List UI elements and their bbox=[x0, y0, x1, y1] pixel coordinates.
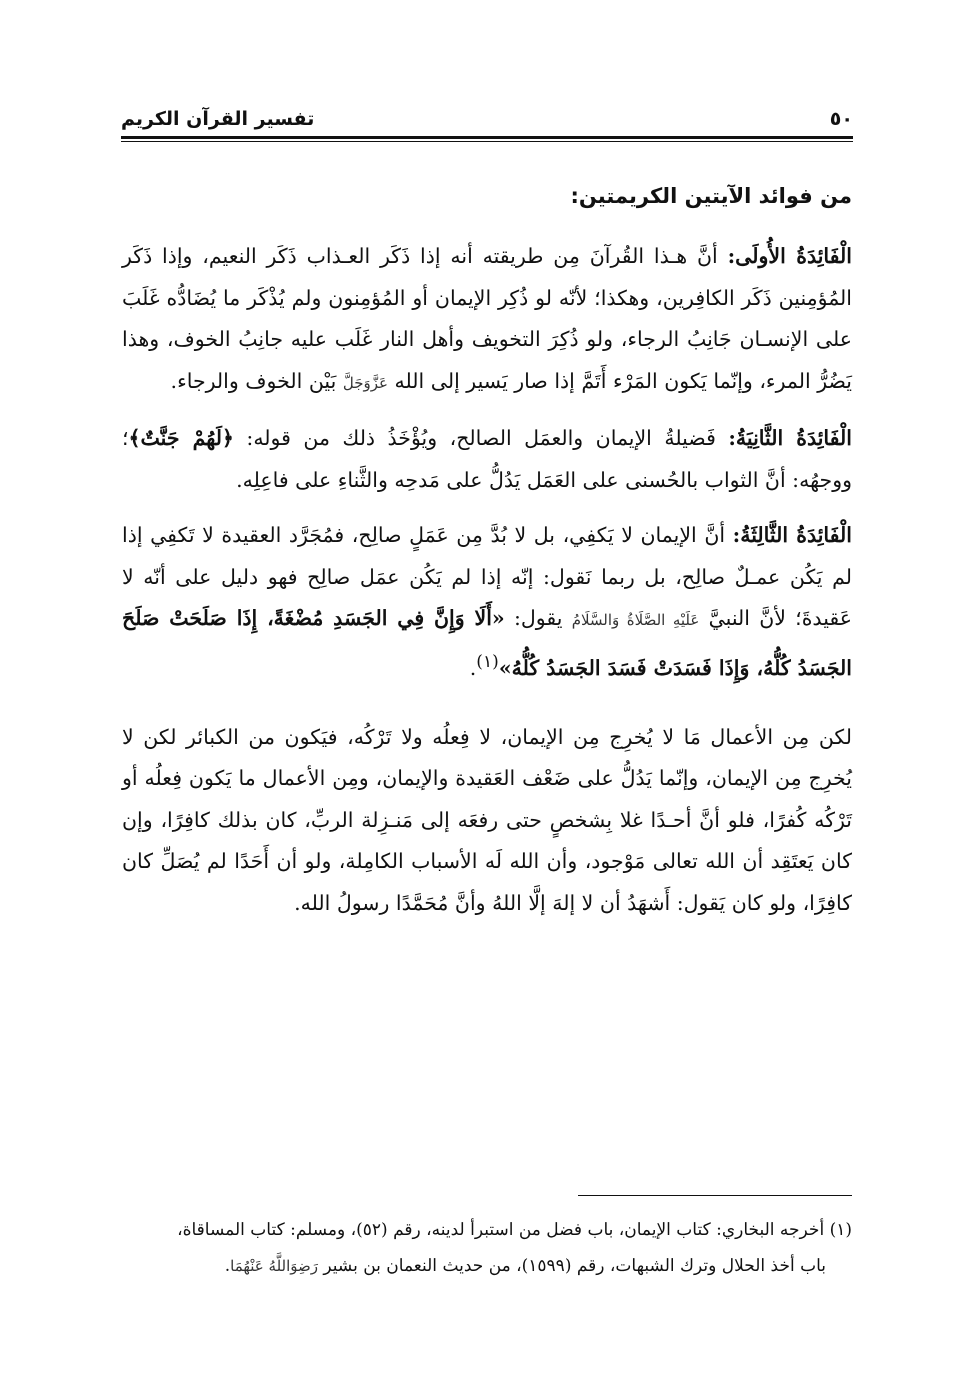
benefit-3-label: الْفَائِدَةُ الثَّالِثَةُ: bbox=[732, 523, 852, 547]
benefit-3-says: يقول: bbox=[513, 606, 563, 630]
paragraph-4-text: لكن مِن الأعمال مَا لا يُخرِج مِن الإيمان، لا فِعلُه ولا تَرْكُه، فيَكون من الكبائر لكن لا يُخرِج مِن الإيمان، وإنّما يَدُلُّ على ضَعْف العَقيدة والإيمان، ومِن الأعمال ما يَكون فِعلُه أو تَرْكُه كُفرًا، فلو أنَّ أحـدًا غلا بِشخصٍ حتى رفعَه إلى مَنـزِلة الربِّ، كان بذلك كافِرًا، وإن كان يَعتَقِد أن الله تعالى مَوْجود، وأن الله لَه الأسباب الكامِلة، ولو أن أَحَدًا لم يُصَلِّ كان كافِرًا، ولو كان يَقول: أَشهَدُ أن لا إلهَ إلَّا اللهُ وأنَّ مُحَمَّدًا رسولُ الله. bbox=[122, 724, 852, 915]
benefit-1-paragraph bbox=[122, 236, 852, 404]
footnotes bbox=[122, 1212, 852, 1284]
section-heading: من فوائد الآيتين الكريمتين: bbox=[570, 184, 852, 208]
footnote-text: أخرجه البخاري: كتاب الإيمان، باب فضل من استبرأ لدينه، رقم (٥٢)، ومسلم: كتاب المساقاة، bbox=[177, 1220, 825, 1240]
footnote-1-continuation bbox=[122, 1248, 852, 1284]
benefit-3-text-end: . bbox=[469, 655, 477, 680]
page-number: ٥٠ bbox=[829, 108, 853, 130]
benefit-2-label: الْفَائِدَةُ الثَّانِيَةُ: bbox=[728, 426, 852, 450]
benefit-1-honorific: عَزَّوَجَلَّ bbox=[342, 373, 388, 392]
book-title: تفسير القرآن الكريم bbox=[121, 108, 315, 130]
running-header bbox=[121, 104, 853, 134]
benefit-1-text-end: بَيْن الخوف والرجاء. bbox=[170, 368, 337, 393]
main-text bbox=[122, 236, 852, 938]
benefit-1-text: أنَّ هـذا القُرآنَ مِن طريقته أنه إذا ذَكَر العـذاب ذَكَر النعيم، وإذا ذَكَر المُؤمِنين ذَكَر الكافِرين، وهكذا؛ لأنّه لو ذُكِر الإيمان أو المُؤمِنون ولم يُذْكَر ما يُضَادُّه غَلَبَ على الإنسـان جَانِبُ الرجاء، ولو ذُكِرَ التخويف وأهل النار غَلَب عليه جانِبُ الخوف، وهذا يَضُرُّ المرء، وإنّما يَكون المَرْء أَتَمَّ إذا صار يَسير إلى الله bbox=[122, 244, 852, 393]
footnote-1 bbox=[122, 1212, 852, 1248]
benefit-3-text: أنَّ الإيمان لا يَكفِي، بل لا بُدَّ مِن عَمَلٍ صالِح، فمُجَرَّد العقيدة لا تَكفِي إذا لم يَكُن عمـلٌ صالِح، بل ربما نَقول: إنّه إذا لم يَكُن عمَل صالِح فهو دليل على أنّه لا عَقيدةَ؛ لأنَّ النبيَّ bbox=[122, 523, 852, 630]
footnote-reference[interactable]: (١) bbox=[476, 651, 499, 672]
footnote-text-end: . bbox=[224, 1256, 231, 1276]
benefit-2-quran-quote: ﴿لَهُمْ جَنَّتٌ﴾ bbox=[128, 426, 234, 450]
benefit-2-text: فَضيلةُ الإيمان والعمَل الصالح، ويُؤْخَذُ ذلك من قوله: bbox=[246, 426, 716, 450]
benefit-3-honorific: عَلَيْهِ الصَّلَاةُ وَالسَّلَامُ bbox=[571, 611, 700, 629]
footnote-honorific: رَضِوَاللَّهُ عَنْهُمَا bbox=[230, 1257, 319, 1275]
benefit-2-paragraph bbox=[122, 418, 852, 501]
benefit-2-text-end: ؛ ووجهُه: أنَّ الثواب بالحُسنى على العَمَل يَدُلُّ على مَدحِه والثَّناءِ على فاعِلِه. bbox=[122, 426, 852, 492]
footnote-text-cont: باب أخذ الحلال وترك الشبهات، رقم (١٥٩٩)، من حديث النعمان بن بشير bbox=[323, 1256, 826, 1276]
benefit-3-paragraph bbox=[122, 515, 852, 689]
benefit-1-label: الْفَائِدَةُ الأُولَى: bbox=[727, 244, 852, 268]
footnote-marker: (١) bbox=[829, 1220, 852, 1240]
header-rule bbox=[121, 136, 853, 142]
benefit-3-hadith: «أَلَا وَإِنَّ فِي الجَسَدِ مُضْغَةً، إِذَا صَلَحَتْ صَلَحَ الجَسَدُ كُلُّهُ، وَإِذَا فَسَدَتْ فَسَدَ الجَسَدُ كُلُّهُ» bbox=[122, 606, 852, 680]
paragraph-4 bbox=[122, 717, 852, 925]
footnote-rule bbox=[578, 1195, 852, 1196]
